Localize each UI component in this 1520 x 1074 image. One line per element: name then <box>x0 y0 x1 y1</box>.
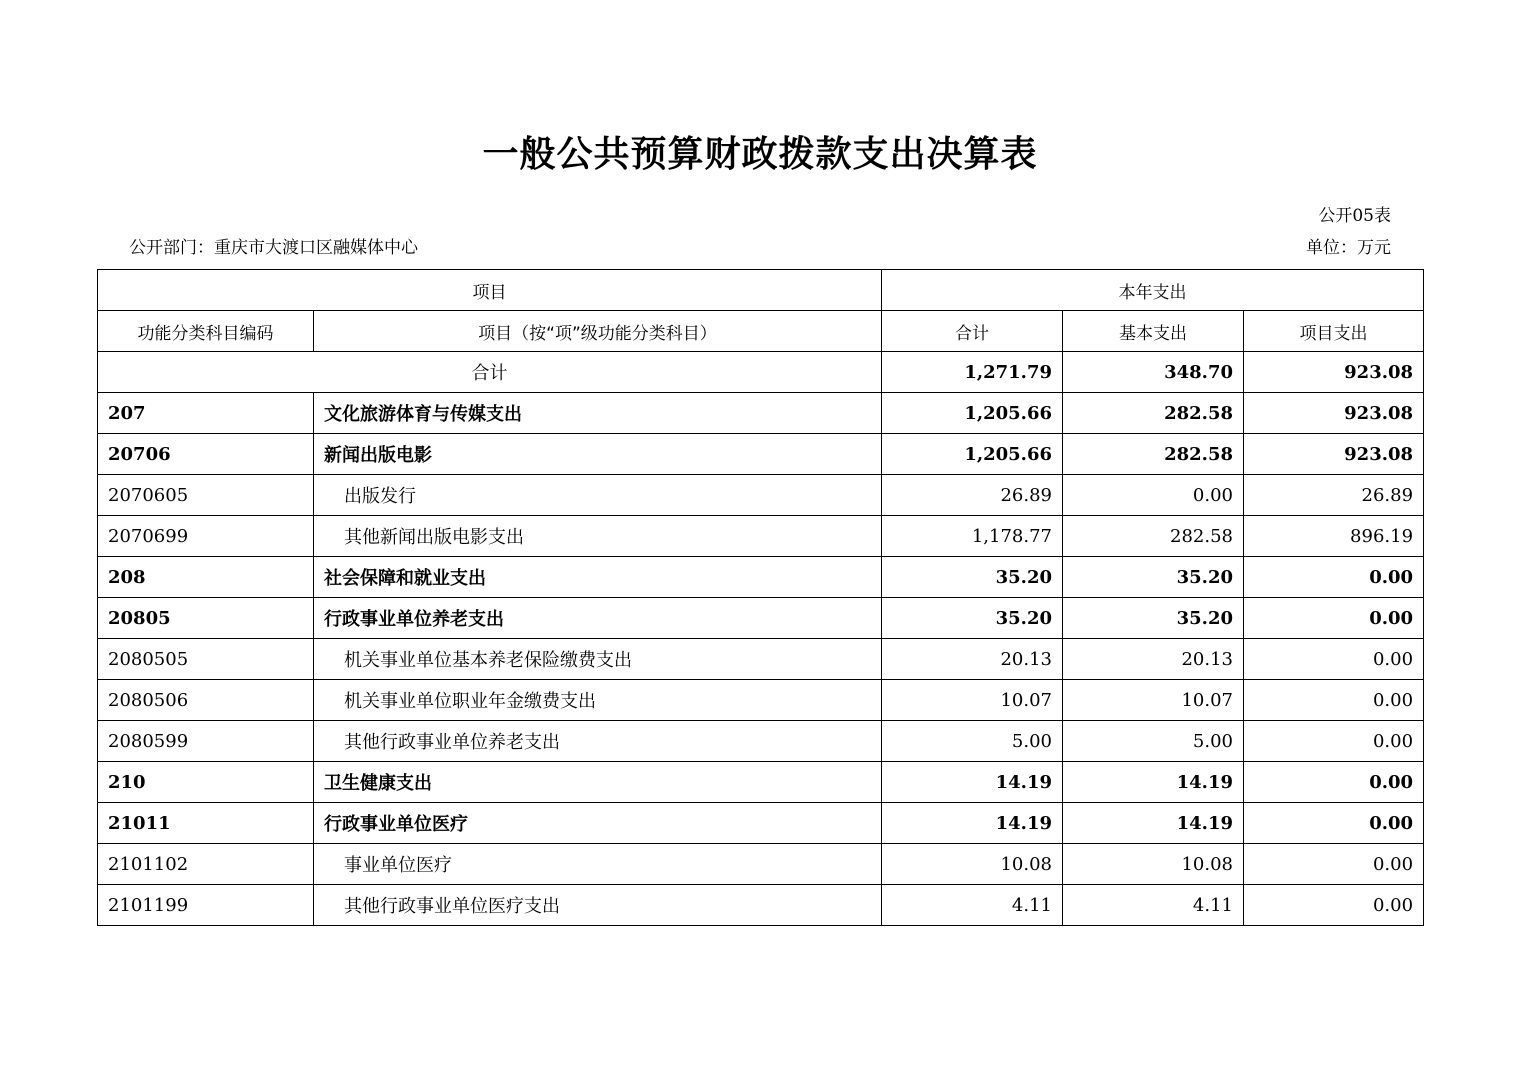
table-row <box>98 721 1424 762</box>
table-row <box>98 803 1424 844</box>
row-project: 896.19 <box>1244 516 1424 557</box>
row-code: 207 <box>98 393 314 434</box>
row-project: 0.00 <box>1244 598 1424 639</box>
row-item-name: 行政事业单位医疗 <box>314 803 882 844</box>
row-total: 20.13 <box>882 639 1063 680</box>
header-current-year-group: 本年支出 <box>882 270 1424 311</box>
row-code: 2101199 <box>98 885 314 926</box>
row-basic: 14.19 <box>1063 803 1244 844</box>
row-project: 0.00 <box>1244 680 1424 721</box>
row-project: 0.00 <box>1244 721 1424 762</box>
row-total: 14.19 <box>882 762 1063 803</box>
row-basic: 282.58 <box>1063 516 1244 557</box>
table-row <box>98 885 1424 926</box>
table-row <box>98 680 1424 721</box>
row-total: 10.07 <box>882 680 1063 721</box>
row-basic: 282.58 <box>1063 434 1244 475</box>
row-total: 4.11 <box>882 885 1063 926</box>
header-group-row <box>98 270 1424 311</box>
unit-label: 单位：万元 <box>1306 238 1391 258</box>
row-item-name: 出版发行 <box>314 475 882 516</box>
column-header-code: 功能分类科目编码 <box>98 311 314 352</box>
row-item-name: 新闻出版电影 <box>314 434 882 475</box>
table-number: 公开05表 <box>1318 206 1391 226</box>
row-total: 26.89 <box>882 475 1063 516</box>
row-project: 0.00 <box>1244 803 1424 844</box>
row-basic: 10.08 <box>1063 844 1244 885</box>
header-project-group: 项目 <box>98 270 882 311</box>
total-project: 923.08 <box>1244 352 1424 393</box>
total-row <box>98 352 1424 393</box>
row-item-name: 其他行政事业单位医疗支出 <box>314 885 882 926</box>
row-code: 20706 <box>98 434 314 475</box>
row-code: 2080506 <box>98 680 314 721</box>
row-project: 923.08 <box>1244 393 1424 434</box>
row-code: 2070699 <box>98 516 314 557</box>
row-total: 35.20 <box>882 557 1063 598</box>
column-header-basic: 基本支出 <box>1063 311 1244 352</box>
row-basic: 282.58 <box>1063 393 1244 434</box>
row-project: 0.00 <box>1244 639 1424 680</box>
row-basic: 0.00 <box>1063 475 1244 516</box>
row-basic: 5.00 <box>1063 721 1244 762</box>
row-code: 2080505 <box>98 639 314 680</box>
row-basic: 10.07 <box>1063 680 1244 721</box>
row-item-name: 卫生健康支出 <box>314 762 882 803</box>
column-header-project: 项目支出 <box>1244 311 1424 352</box>
total-amount: 1,271.79 <box>882 352 1063 393</box>
table-row <box>98 557 1424 598</box>
budget-table <box>97 269 1424 926</box>
row-basic: 4.11 <box>1063 885 1244 926</box>
row-item-name: 机关事业单位基本养老保险缴费支出 <box>314 639 882 680</box>
row-basic: 14.19 <box>1063 762 1244 803</box>
row-basic: 20.13 <box>1063 639 1244 680</box>
row-project: 923.08 <box>1244 434 1424 475</box>
row-basic: 35.20 <box>1063 557 1244 598</box>
page-title: 一般公共预算财政拨款支出决算表 <box>482 134 1038 175</box>
table-row <box>98 393 1424 434</box>
row-code: 210 <box>98 762 314 803</box>
row-total: 10.08 <box>882 844 1063 885</box>
header-columns-row <box>98 311 1424 352</box>
row-total: 1,205.66 <box>882 393 1063 434</box>
row-code: 21011 <box>98 803 314 844</box>
row-item-name: 机关事业单位职业年金缴费支出 <box>314 680 882 721</box>
table-row <box>98 762 1424 803</box>
row-item-name: 文化旅游体育与传媒支出 <box>314 393 882 434</box>
table-row <box>98 475 1424 516</box>
row-item-name: 其他新闻出版电影支出 <box>314 516 882 557</box>
row-code: 2070605 <box>98 475 314 516</box>
column-header-item: 项目（按“项”级功能分类科目） <box>314 311 882 352</box>
row-total: 1,178.77 <box>882 516 1063 557</box>
row-project: 26.89 <box>1244 475 1424 516</box>
row-total: 1,205.66 <box>882 434 1063 475</box>
row-total: 14.19 <box>882 803 1063 844</box>
row-project: 0.00 <box>1244 885 1424 926</box>
row-project: 0.00 <box>1244 762 1424 803</box>
table-row <box>98 639 1424 680</box>
total-basic: 348.70 <box>1063 352 1244 393</box>
row-total: 5.00 <box>882 721 1063 762</box>
row-total: 35.20 <box>882 598 1063 639</box>
row-basic: 35.20 <box>1063 598 1244 639</box>
row-item-name: 其他行政事业单位养老支出 <box>314 721 882 762</box>
row-item-name: 行政事业单位养老支出 <box>314 598 882 639</box>
column-header-total: 合计 <box>882 311 1063 352</box>
row-item-name: 社会保障和就业支出 <box>314 557 882 598</box>
row-code: 20805 <box>98 598 314 639</box>
row-project: 0.00 <box>1244 557 1424 598</box>
total-label: 合计 <box>98 352 882 393</box>
table-row <box>98 434 1424 475</box>
table-row <box>98 516 1424 557</box>
row-code: 208 <box>98 557 314 598</box>
row-project: 0.00 <box>1244 844 1424 885</box>
row-item-name: 事业单位医疗 <box>314 844 882 885</box>
table-row <box>98 598 1424 639</box>
table-row <box>98 844 1424 885</box>
department-label: 公开部门：重庆市大渡口区融媒体中心 <box>129 238 418 258</box>
row-code: 2080599 <box>98 721 314 762</box>
row-code: 2101102 <box>98 844 314 885</box>
